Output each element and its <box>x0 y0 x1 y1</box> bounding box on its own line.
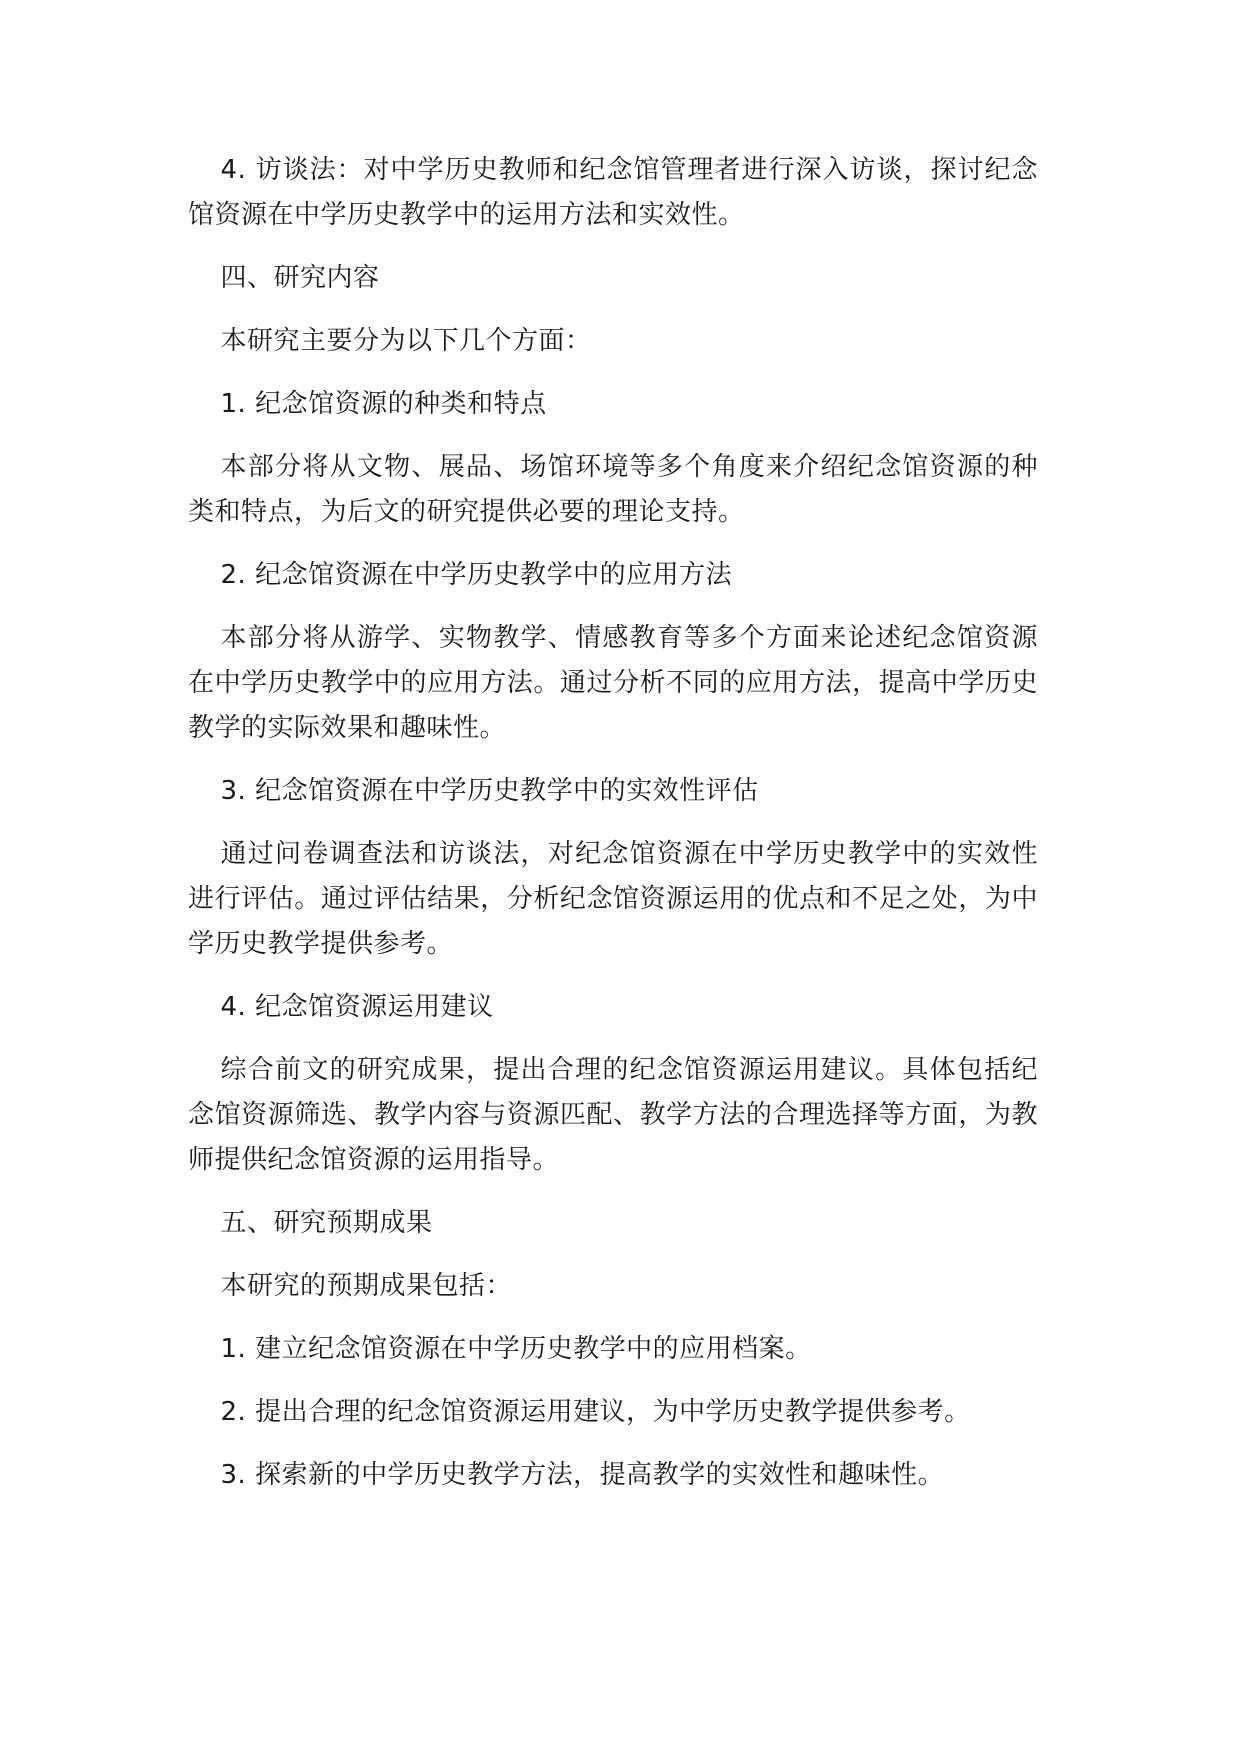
section-heading-expected-results: 五、研究预期成果 <box>220 1208 433 1238</box>
expected-results-intro: 本研究的预期成果包括： <box>220 1271 513 1301</box>
research-content-intro: 本研究主要分为以下几个方面： <box>220 326 592 356</box>
section-heading-research-content: 四、研究内容 <box>220 263 380 293</box>
expected-result-item-2: 2. 提出合理的纪念馆资源运用建议，为中学历史教学提供参考。 <box>220 1397 971 1427</box>
effectiveness-evaluation-paragraph: 通过问卷调查法和访谈法，对纪念馆资源在中学历史教学中的实效性进行评估。通过评估结果，分析纪念馆资源运用的优点和不足之处，为中学历史教学提供参考。 <box>188 839 1038 959</box>
document-page <box>188 148 1038 1498</box>
application-methods-paragraph: 本部分将从游学、实物教学、情感教育等多个方面来论述纪念馆资源在中学历史教学中的应用方法。通过分析不同的应用方法，提高中学历史教学的实际效果和趣味性。 <box>188 623 1038 743</box>
method-interview-paragraph: 4. 访谈法：对中学历史教师和纪念馆管理者进行深入访谈，探讨纪念馆资源在中学历史教学中的运用方法和实效性。 <box>188 155 1038 230</box>
expected-result-item-3: 3. 探索新的中学历史教学方法，提高教学的实效性和趣味性。 <box>220 1460 945 1490</box>
subheading-resource-types: 1. 纪念馆资源的种类和特点 <box>220 389 547 419</box>
usage-suggestions-paragraph: 综合前文的研究成果，提出合理的纪念馆资源运用建议。具体包括纪念馆资源筛选、教学内容与资源匹配、教学方法的合理选择等方面，为教师提供纪念馆资源的运用指导。 <box>188 1055 1038 1175</box>
subheading-usage-suggestions: 4. 纪念馆资源运用建议 <box>220 992 494 1022</box>
subheading-effectiveness-evaluation: 3. 纪念馆资源在中学历史教学中的实效性评估 <box>220 776 759 806</box>
expected-result-item-1: 1. 建立纪念馆资源在中学历史教学中的应用档案。 <box>220 1334 812 1364</box>
subheading-application-methods: 2. 纪念馆资源在中学历史教学中的应用方法 <box>220 560 733 590</box>
resource-types-paragraph: 本部分将从文物、展品、场馆环境等多个角度来介绍纪念馆资源的种类和特点，为后文的研究提供必要的理论支持。 <box>188 452 1038 527</box>
